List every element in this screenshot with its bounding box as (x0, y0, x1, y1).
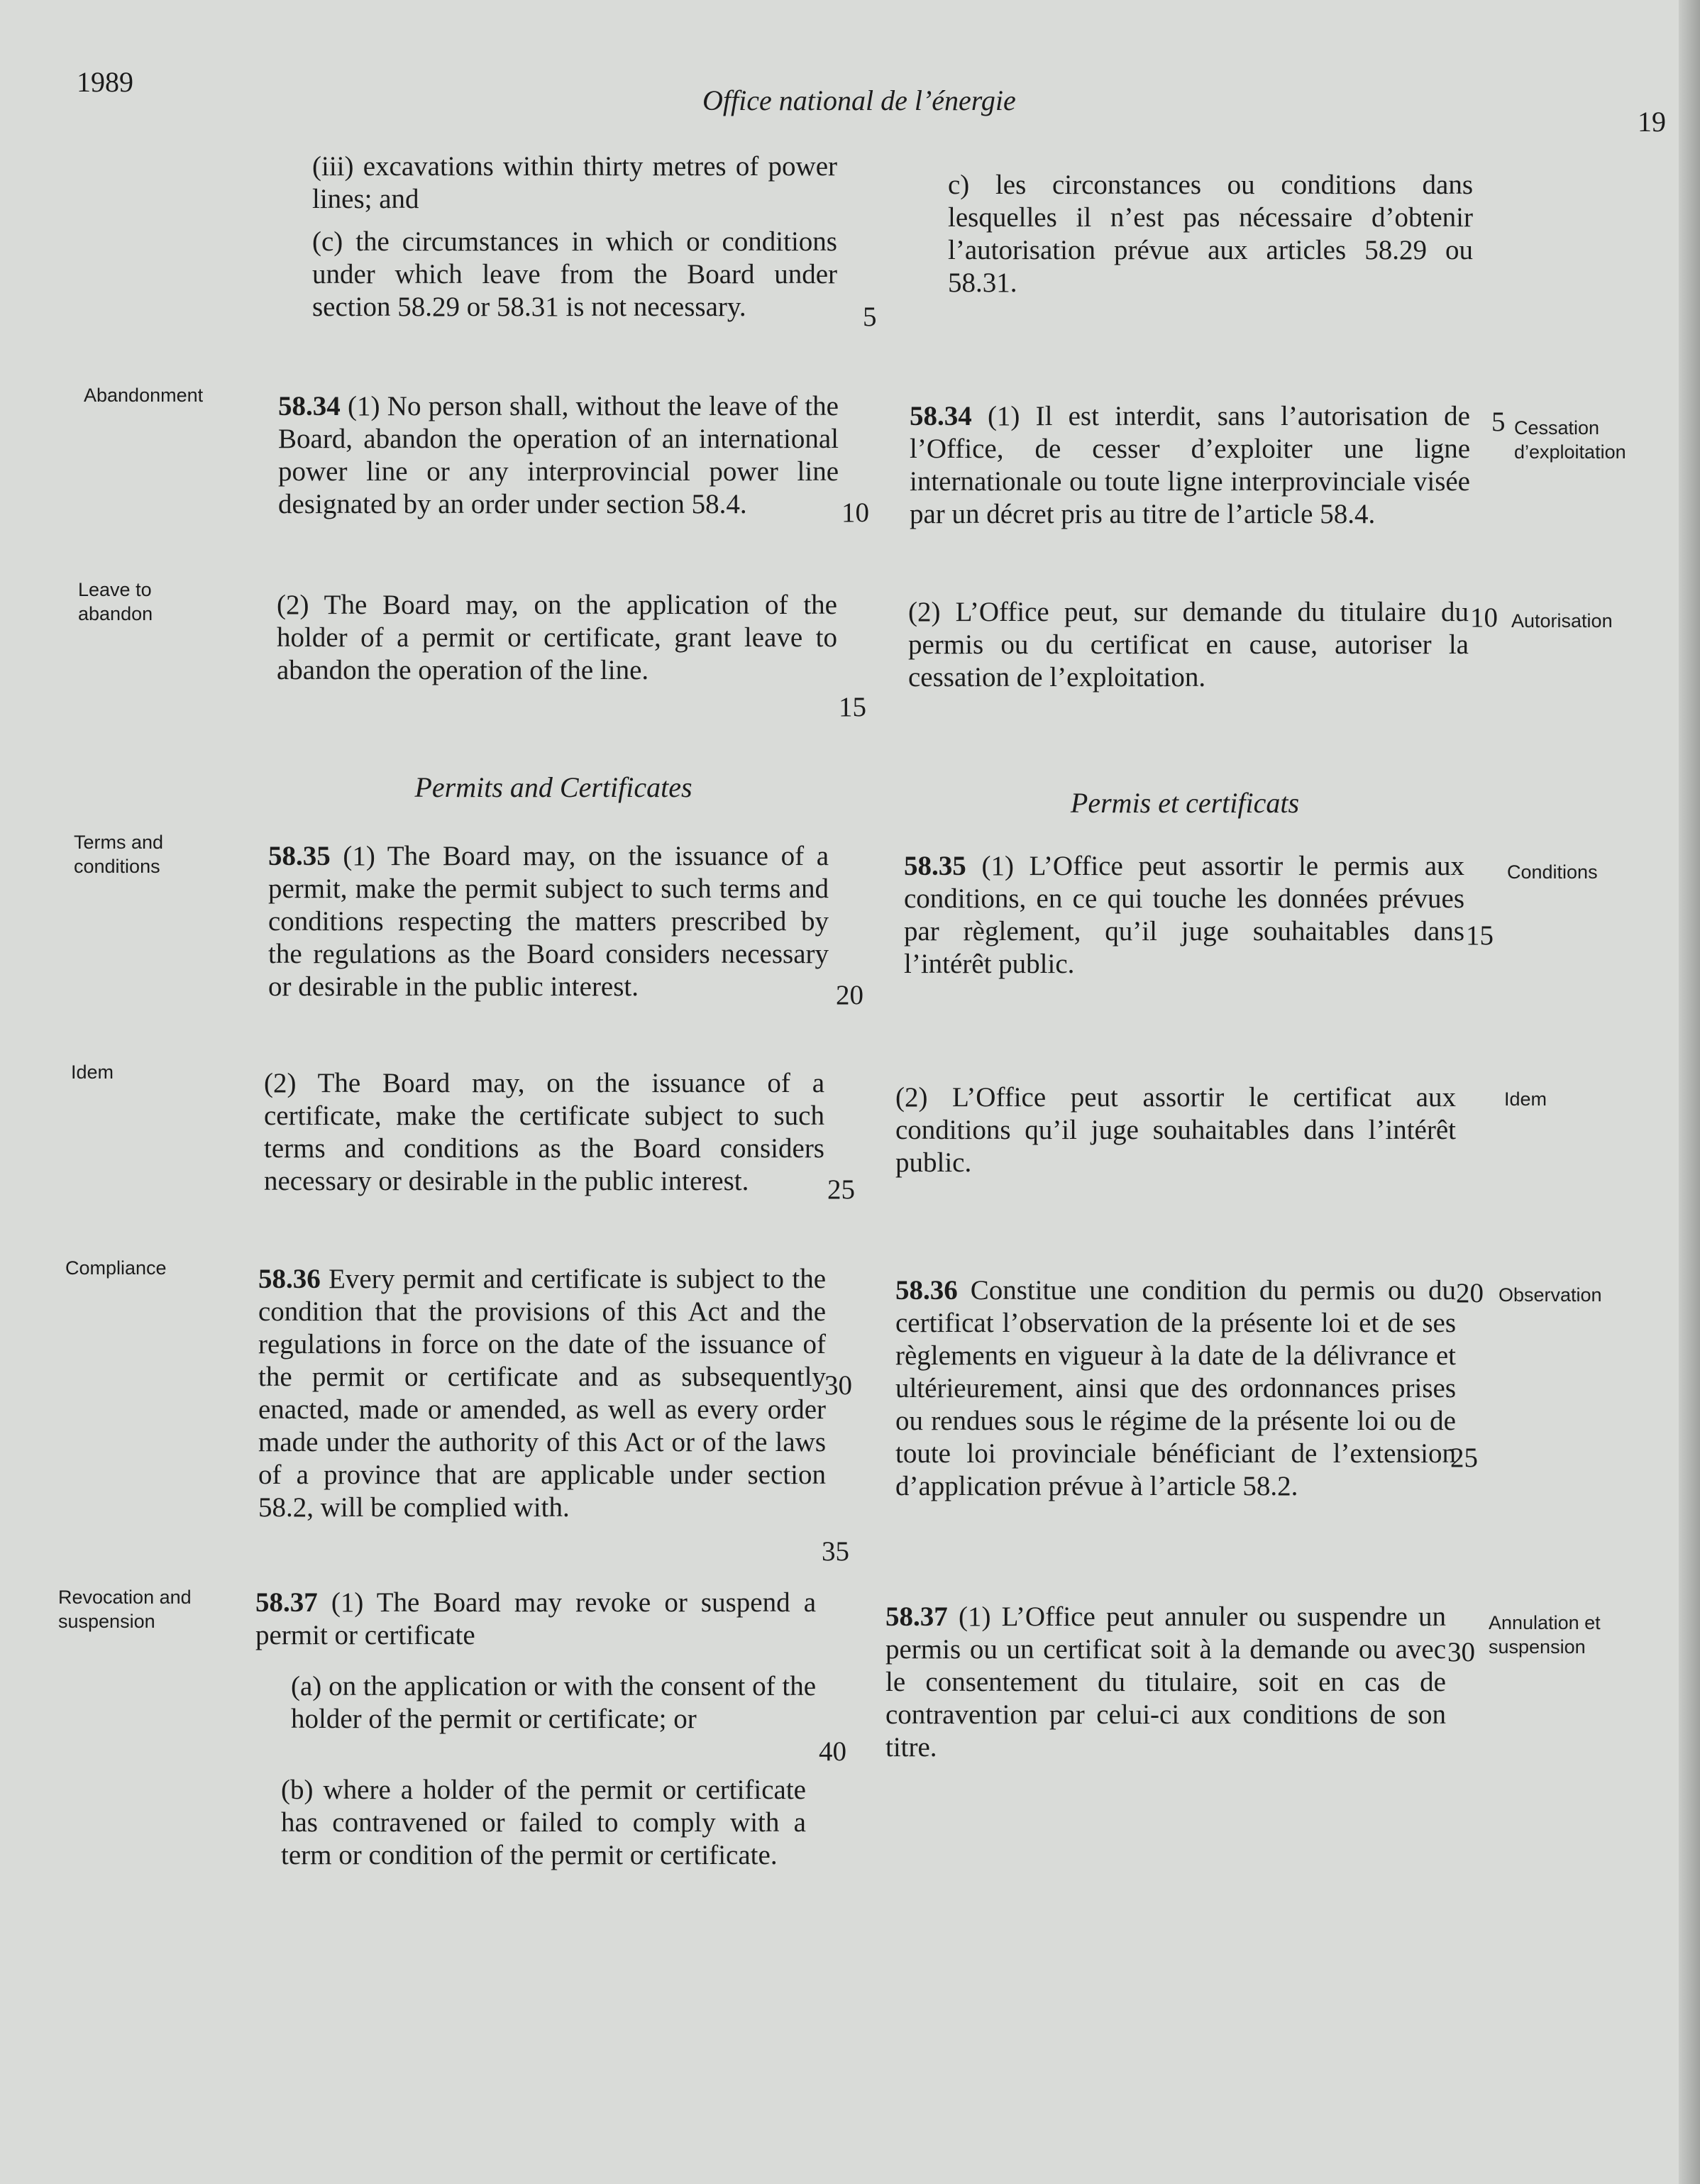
en-section-text: (2) The Board may, on the application of the holder of a permit or certificate, grant leave to abandon the operation of the line. (277, 590, 837, 685)
fr-section-text: Constitue une condition du permis ou du certificat l’observation de la présente loi et de ses règlements en vigueur à la date de la délivrance et ultérieurement, ainsi que des ordonnances prises ou rendues sous le régime de la présente loi ou de toute loi provinciale bénéficiant de l’extension d’application prévue à l’article 58.2. (895, 1275, 1457, 1501)
margin-note-idem-en: Idem (71, 1061, 114, 1083)
en-para-iii-text: (iii) excavations within thirty metres of power lines; and (312, 151, 837, 214)
en-section-number: 58.36 (258, 1264, 321, 1294)
en-para-iii (312, 150, 837, 216)
fr-section-58-35-1 (904, 850, 1464, 981)
en-section-58-35-1 (268, 840, 829, 1003)
fr-line-number: 25 (1450, 1443, 1478, 1473)
fr-section-text: (2) L’Office peut, sur demande du titulaire du permis ou du certificat en cause, autoriser la cessation de l’exploitation. (908, 597, 1469, 693)
margin-note-compliance: Compliance (65, 1257, 167, 1279)
en-para-c-text: (c) the circumstances in which or conditions under which leave from the Board under section 58.29 or 58.31 is not necessary. (312, 226, 837, 322)
en-section-number: 58.37 (255, 1587, 318, 1618)
fr-section-58-35-2 (895, 1081, 1456, 1179)
en-section-text: Every permit and certificate is subject to the condition that the provisions of this Act and the regulations in force on the date of the issuance of the permit or certificate and as subsequently enacted, made or amended, as well as every order made under the authority of this Act or of the laws of a province that are applicable under section 58.2, will be complied with. (258, 1264, 827, 1523)
page-edge-shadow (1679, 0, 1700, 2184)
fr-section-58-36 (895, 1274, 1456, 1503)
fr-section-number: 58.37 (885, 1601, 948, 1632)
fr-section-number: 58.36 (895, 1275, 958, 1306)
en-section-text: (1) The Board may revoke or suspend a permit or certificate (255, 1587, 816, 1650)
margin-note-conditions: Conditions (1507, 861, 1598, 883)
en-para-c (312, 226, 837, 324)
en-section-58-37 (255, 1587, 816, 1652)
page-number: 19 (1638, 106, 1666, 138)
en-section-text: (1) The Board may, on the issuance of a permit, make the permit subject to such terms and conditions respecting the matters prescribed by the regulations as the Board considers necessary or desirable in the public interest. (268, 841, 829, 1002)
en-section-number: 58.34 (278, 391, 341, 421)
fr-section-58-34-2 (908, 596, 1469, 694)
en-line-number: 15 (839, 692, 866, 722)
fr-line-number: 30 (1447, 1637, 1475, 1667)
fr-para-c (948, 169, 1473, 299)
en-line-number: 20 (836, 980, 863, 1010)
header-year: 1989 (77, 66, 133, 98)
fr-section-text: (1) Il est interdit, sans l’autorisation de l’Office, de cesser d’exploiter une ligne internationale ou toute ligne interprovinciale visée par un décret pris au titre de l’article 58.4. (910, 401, 1470, 529)
margin-note-leave-to-abandon: Leave to abandon (78, 579, 153, 624)
en-section-58-34-1 (278, 390, 839, 521)
en-section-text: (a) on the application or with the consent of the holder of the permit or certificate; or (291, 1671, 816, 1734)
en-line-number: 5 (863, 302, 877, 332)
en-section-text: (2) The Board may, on the issuance of a certificate, make the certificate subject to such terms and conditions as the Board considers necessary or desirable in the public interest. (264, 1068, 824, 1196)
en-section-58-34-2 (277, 589, 837, 687)
header-title: Office national de l’énergie (702, 84, 1016, 116)
fr-line-number: 5 (1491, 407, 1506, 437)
fr-section-text: (2) L’Office peut assortir le certificat aux conditions qu’il juge souhaitables dans l’intérêt public. (895, 1082, 1456, 1178)
margin-note-observation: Observation (1498, 1284, 1602, 1306)
en-line-number: 10 (841, 497, 869, 528)
fr-section-58-37 (885, 1601, 1446, 1764)
fr-line-number: 20 (1456, 1278, 1484, 1308)
margin-note-terms-and-conditions: Terms and conditions (74, 832, 164, 877)
en-section-58-37-a (291, 1670, 816, 1736)
margin-note-annulation: Annulation et suspension (1489, 1612, 1601, 1658)
en-section-number: 58.35 (268, 841, 331, 871)
en-line-number: 30 (824, 1370, 852, 1401)
en-section-58-35-2 (264, 1067, 824, 1198)
fr-section-number: 58.35 (904, 851, 966, 881)
en-heading-permits: Permits and Certificates (414, 771, 692, 803)
margin-note-autorisation: Autorisation (1511, 610, 1613, 632)
en-line-number: 25 (827, 1174, 855, 1205)
en-section-text: (1) No person shall, without the leave of the Board, abandon the operation of an international power line or any interprovincial power line designated by an order under section 58.4. (278, 391, 839, 519)
fr-para-c-text: c) les circonstances ou conditions dans lesquelles il n’est pas nécessaire d’obtenir l’autorisation prévue aux articles 58.29 ou 58.31. (948, 170, 1473, 298)
fr-line-number: 10 (1470, 602, 1498, 633)
fr-section-text: (1) L’Office peut annuler ou suspendre un permis ou un certificat soit à la demande ou avec le consentement du titulaire, soit en cas de contravention par celui-ci aux conditions de son titre. (885, 1601, 1446, 1763)
fr-section-number: 58.34 (910, 401, 972, 431)
margin-note-abandonment: Abandonment (84, 385, 204, 406)
margin-note-revocation: Revocation and suspension (58, 1587, 192, 1632)
en-section-58-37-b (281, 1774, 806, 1872)
margin-note-idem-fr: Idem (1504, 1088, 1547, 1110)
en-line-number: 35 (822, 1536, 849, 1567)
fr-section-text: (1) L’Office peut assortir le permis aux conditions, en ce qui touche les données prévues par règlement, qu’il juge souhaitables dans l’intérêt public. (904, 851, 1465, 979)
fr-section-58-34-1 (910, 400, 1470, 531)
margin-note-cessation: Cessation d’exploitation (1514, 417, 1626, 463)
en-line-number: 40 (819, 1736, 846, 1767)
fr-line-number: 15 (1466, 920, 1494, 951)
en-section-58-36 (258, 1263, 826, 1524)
en-section-text: (b) where a holder of the permit or certificate has contravened or failed to comply with a term or condition of the permit or certificate. (281, 1775, 806, 1870)
fr-heading-permis: Permis et certificats (1070, 787, 1300, 819)
